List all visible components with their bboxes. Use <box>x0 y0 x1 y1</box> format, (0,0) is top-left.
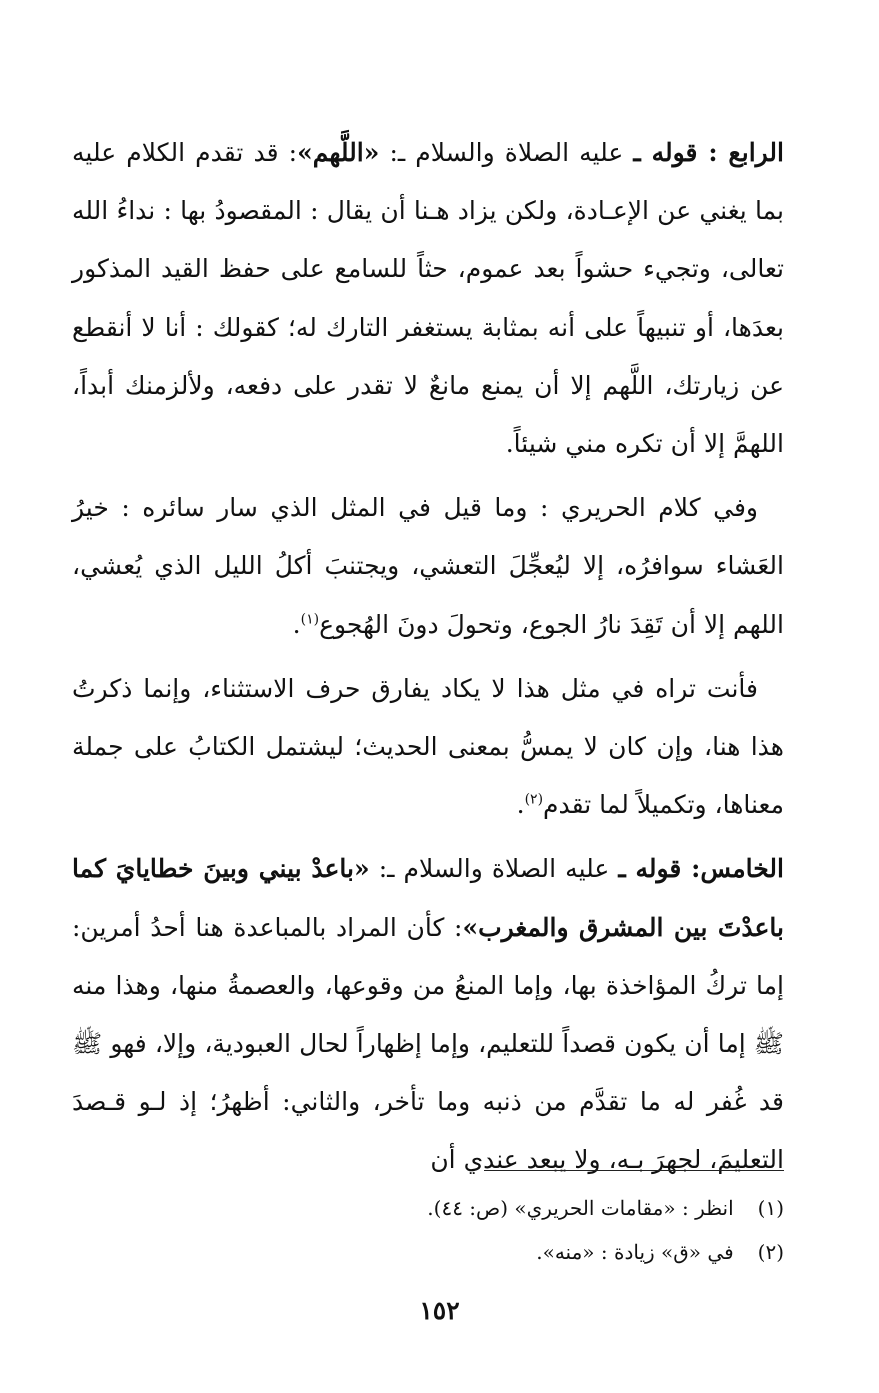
paragraph-fourth <box>72 124 784 473</box>
footnote-number: (١) <box>757 1196 784 1220</box>
main-text <box>72 124 784 1196</box>
paragraph-end: . <box>516 790 525 820</box>
footnote-marker: (١) <box>300 611 320 628</box>
footnotes <box>72 1186 784 1274</box>
footnote-marker: (٢) <box>524 791 544 808</box>
paragraph-istithna <box>72 660 784 835</box>
paragraph-text: فأنت تراه في مثل هذا لا يكاد يفارق حرف الاستثناء، وإنما ذكرتُ هذا هنا، وإن كان لا يمسُّ بمعنى الحديث؛ ليشتمل الكتابُ على جملة معناها، وتكميلاً لما تقدم <box>72 673 784 820</box>
salutation-text: عليه الصلاة والسلام ـ: <box>389 138 624 167</box>
page-number: ١٥٢ <box>419 1296 460 1325</box>
paragraph-text: : قد تقدم الكلام عليه بما يغني عن الإعـادة، ولكن يزاد هـنا أن يقال : المقصودُ بها : نداءُ الله تعالى، وتجيء حشواً بعد عموم، حثاً للسامع على حفظ القيد المذكور بعدَها، أو تنبيهاً على أنه بمثابة يستغفر التارك له؛ كقولك : أنا لا أنقطع عن زيارتك، اللَّهم إلا أن يمنع مانعٌ لا تقدر على دفعه، ولألزمنك أبداً، اللهمَّ إلا أن تكره مني شيئاً. <box>72 138 784 459</box>
footnote-text: انظر : «مقامات الحريري» (ص: ٤٤). <box>427 1196 734 1220</box>
paragraph-hariri <box>72 479 784 654</box>
paragraph-end: . <box>292 609 301 639</box>
salutation-text: عليه الصلاة والسلام ـ: <box>378 854 610 884</box>
paragraph-fifth <box>72 840 784 1189</box>
footnote-2 <box>72 1230 784 1274</box>
footnote-1 <box>72 1186 784 1230</box>
paragraph-text: وفي كلام الحريري : وما قيل في المثل الذي سار سائره : خيرُ العَشاء سوافرُه، إلا ليُعجِّلَ التعشي، ويجتنبَ أكلُ الليل الذي يُعشي، اللهم إلا أن تَقِدَ نارُ الجوع، وتحولَ دونَ الهُجوع <box>72 493 784 639</box>
section-heading-fifth: الخامس: قوله ـ <box>618 854 784 884</box>
footnote-text: في «ق» زيادة : «منه». <box>536 1240 734 1264</box>
quoted-phrase: «اللَّهم» <box>297 138 380 167</box>
section-heading-fourth: الرابع : قوله ـ <box>633 138 784 167</box>
paragraph-text: : كأن المراد بالمباعدة هنا أحدُ أمرين: إما تركُ المؤاخذة بها، وإما المنعُ من وقوعها، والعصمةُ منها، وهذا منه ﷺ إما أن يكون قصداً للتعليم، وإما إظهاراً لحال العبودية، وإلا، فهو ﷺ قد غُفر له ما تقدَّم من ذنبه وما تأخر، والثاني: أظهرُ؛ إذ لـو قـصدَ التعليمَ، لجهرَ بـه، ولا يبعد عندي أن <box>72 912 784 1175</box>
footnote-number: (٢) <box>757 1240 784 1264</box>
footnote-divider <box>484 1170 784 1171</box>
quoted-hadith: «باعدْ بيني وبينَ خطايايَ كما باعدْتَ بين المشرق والمغرب» <box>72 854 784 942</box>
